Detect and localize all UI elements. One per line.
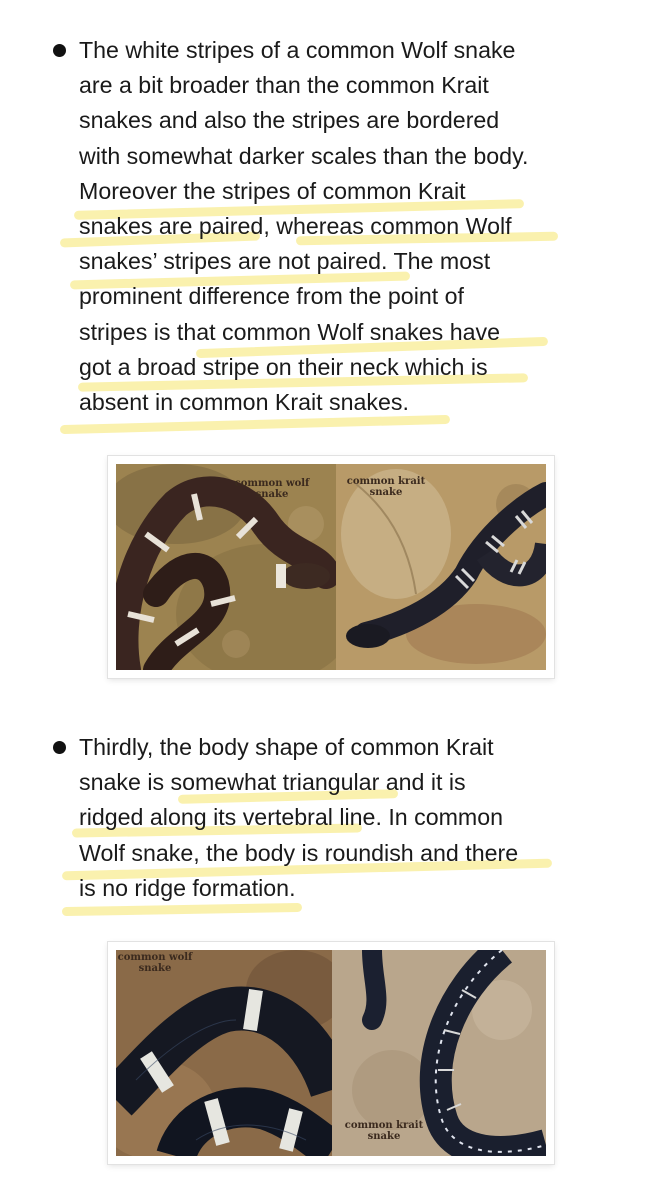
krait-snake-caption: common krait snake xyxy=(344,1120,424,1142)
krait-snake-caption: common krait snake xyxy=(346,476,426,498)
text-line: Moreover the stripes of common Krait xyxy=(79,177,466,204)
text-line: is no ridge formation. xyxy=(79,874,296,901)
wolf-snake-caption: common wolf snake xyxy=(117,952,193,974)
text-line: Thirdly, the body shape of common Krait xyxy=(79,734,494,760)
snake-comparison-figure-stripes xyxy=(108,456,554,678)
text-line: with somewhat darker scales than the body. xyxy=(79,142,529,169)
text-line: snake is somewhat triangular and it is xyxy=(79,769,466,796)
text-line: snakes are paired, whereas common Wolf xyxy=(79,213,512,240)
text-line: ridged along its vertebral line. In common xyxy=(79,804,504,831)
text-line: stripes is that common Wolf snakes have xyxy=(79,318,500,345)
wolf-snake-body-photo xyxy=(116,950,332,1156)
wolf-snake-caption: common wolf snake xyxy=(234,478,310,500)
text-line: absent in common Krait snakes. xyxy=(79,389,409,416)
bullet-dot xyxy=(53,741,66,754)
text-line: The white stripes of a common Wolf snake xyxy=(79,37,516,63)
text-line: got a broad stripe on their neck which is xyxy=(79,353,488,380)
text-line: are a bit broader than the common Krait xyxy=(79,72,489,99)
bullet-dot xyxy=(53,44,66,57)
text-line: snakes’ stripes are not paired. The most xyxy=(79,248,491,275)
snake-comparison-figure-body-shape xyxy=(108,942,554,1164)
text-line: prominent difference from the point of xyxy=(79,283,464,310)
paragraph-body-shape xyxy=(79,730,639,906)
paragraph-stripes xyxy=(79,33,639,420)
text-line: snakes and also the stripes are bordered xyxy=(79,107,500,134)
text-line: Wolf snake, the body is roundish and there xyxy=(79,839,519,866)
